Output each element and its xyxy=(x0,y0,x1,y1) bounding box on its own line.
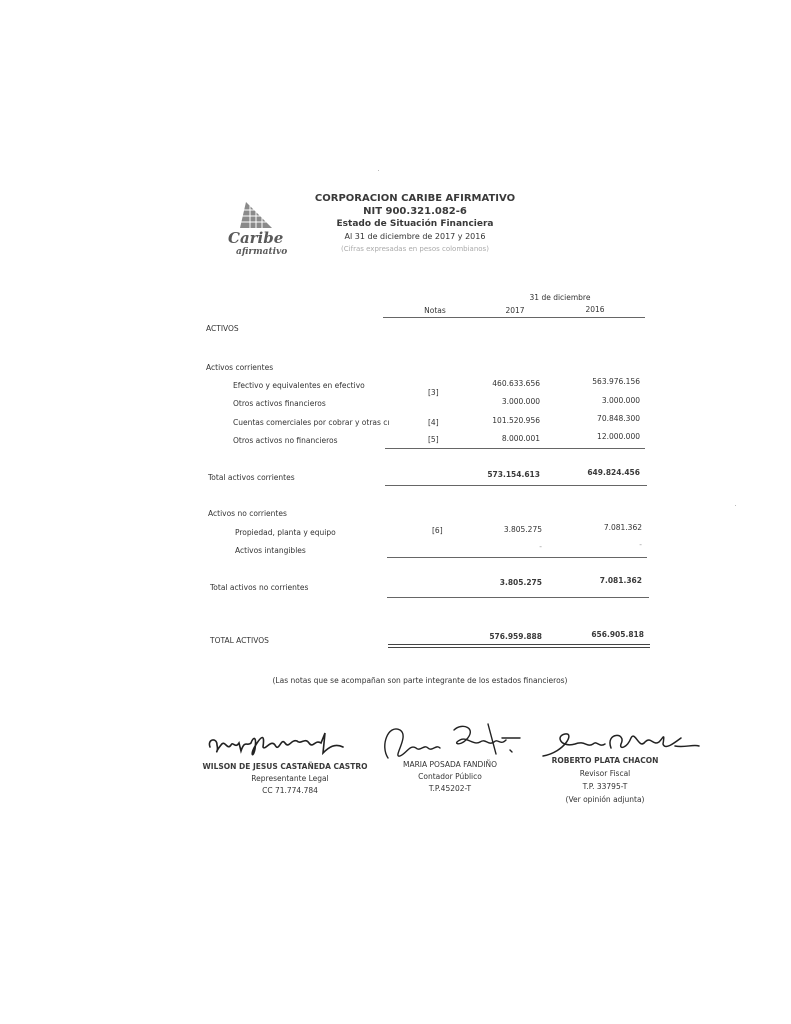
header-rule xyxy=(383,317,645,318)
year-2016-header: 2016 xyxy=(585,305,605,314)
total-no-corrientes-label: Total activos no corrientes xyxy=(210,583,309,592)
signatory-role: Revisor Fiscal xyxy=(579,769,631,778)
total-corrientes-2016: 649.824.456 xyxy=(587,468,640,477)
subtotal-rule xyxy=(387,557,647,558)
row-value-2017: - xyxy=(539,542,542,551)
row-value-2016: 563.976.156 xyxy=(592,377,640,386)
row-label: Otros activos no financieros xyxy=(233,436,338,445)
total-no-corrientes-2016: 7.081.362 xyxy=(599,576,642,585)
notes-column-header: Notas xyxy=(424,306,446,315)
row-value-2016: 12.000.000 xyxy=(597,432,640,441)
row-value-2016: 70.848.300 xyxy=(597,414,640,423)
section-activos: ACTIVOS xyxy=(206,324,239,333)
statement-title: Estado de Situación Financiera xyxy=(336,219,494,229)
row-value-2017: 8.000.001 xyxy=(501,434,540,443)
scan-speck xyxy=(378,170,379,171)
logo-text-caribe: Caribe xyxy=(228,229,284,247)
row-label: Otros activos financieros xyxy=(233,399,326,408)
row-note: [3] xyxy=(428,388,439,397)
row-label: Efectivo y equivalentes en efectivo xyxy=(233,381,365,390)
currency-note: (Cifras expresadas en pesos colombianos) xyxy=(341,245,489,253)
wave-grid-logo-icon xyxy=(234,200,274,230)
row-label: Activos intangibles xyxy=(235,546,306,555)
total-activos-2017: 576.959.888 xyxy=(489,632,542,641)
company-logo xyxy=(226,200,286,262)
signatory-name: MARIA POSADA FANDIÑO xyxy=(402,760,498,769)
corrientes-title: Activos corrientes xyxy=(206,363,274,372)
grand-total-rule-2 xyxy=(388,647,650,648)
signatory-id: T.P.45202-T xyxy=(428,784,472,793)
row-label: Cuentas comerciales por cobrar y otras cı xyxy=(233,418,390,427)
company-name: CORPORACION CARIBE AFIRMATIVO xyxy=(314,193,516,204)
subtotal-rule xyxy=(385,448,645,449)
signatory-name: ROBERTO PLATA CHACON xyxy=(551,756,659,765)
row-note: [5] xyxy=(428,435,439,444)
row-value-2016: - xyxy=(639,540,642,549)
signatory-role: Representante Legal xyxy=(251,774,329,783)
row-value-2017: 460.633.656 xyxy=(492,379,540,388)
logo-text-afirmativo: afirmativo xyxy=(236,247,288,257)
row-value-2017: 101.520.956 xyxy=(492,416,540,425)
signatory-extra: (Ver opinión adjunta) xyxy=(565,795,645,804)
row-value-2017: 3.805.275 xyxy=(503,525,542,534)
total-activos-label: TOTAL ACTIVOS xyxy=(210,636,269,645)
company-nit: NIT 900.321.082-6 xyxy=(363,206,467,217)
total-activos-2016: 656.905.818 xyxy=(591,630,644,639)
statement-period: Al 31 de diciembre de 2017 y 2016 xyxy=(344,232,486,241)
total-rule xyxy=(385,485,647,486)
row-value-2017: 3.000.000 xyxy=(501,397,540,406)
footnote: (Las notas que se acompañan son parte integrante de los estados financieros) xyxy=(272,676,568,685)
signatory-id: CC 71.774.784 xyxy=(262,786,318,795)
signatory-id: T.P. 33795-T xyxy=(582,782,628,791)
signatory-name: WILSON DE JESUS CASTAÑEDA CASTRO xyxy=(202,762,368,771)
total-corrientes-2017: 573.154.613 xyxy=(487,470,540,479)
no-corrientes-title: Activos no corrientes xyxy=(208,509,287,518)
row-label: Propiedad, planta y equipo xyxy=(235,528,336,537)
total-no-corrientes-2017: 3.805.275 xyxy=(499,578,542,587)
scan-speck xyxy=(735,505,736,506)
row-value-2016: 3.000.000 xyxy=(601,396,640,405)
total-rule xyxy=(387,597,649,598)
row-value-2016: 7.081.362 xyxy=(603,523,642,532)
row-note: [4] xyxy=(428,418,439,427)
signatory-role: Contador Público xyxy=(418,772,482,781)
date-column-header: 31 de diciembre xyxy=(529,293,591,302)
total-corrientes-label: Total activos corrientes xyxy=(208,473,295,482)
signature-wilson xyxy=(205,725,355,765)
grand-total-rule-1 xyxy=(388,644,650,645)
year-2017-header: 2017 xyxy=(505,306,525,315)
row-note: [6] xyxy=(432,526,443,535)
